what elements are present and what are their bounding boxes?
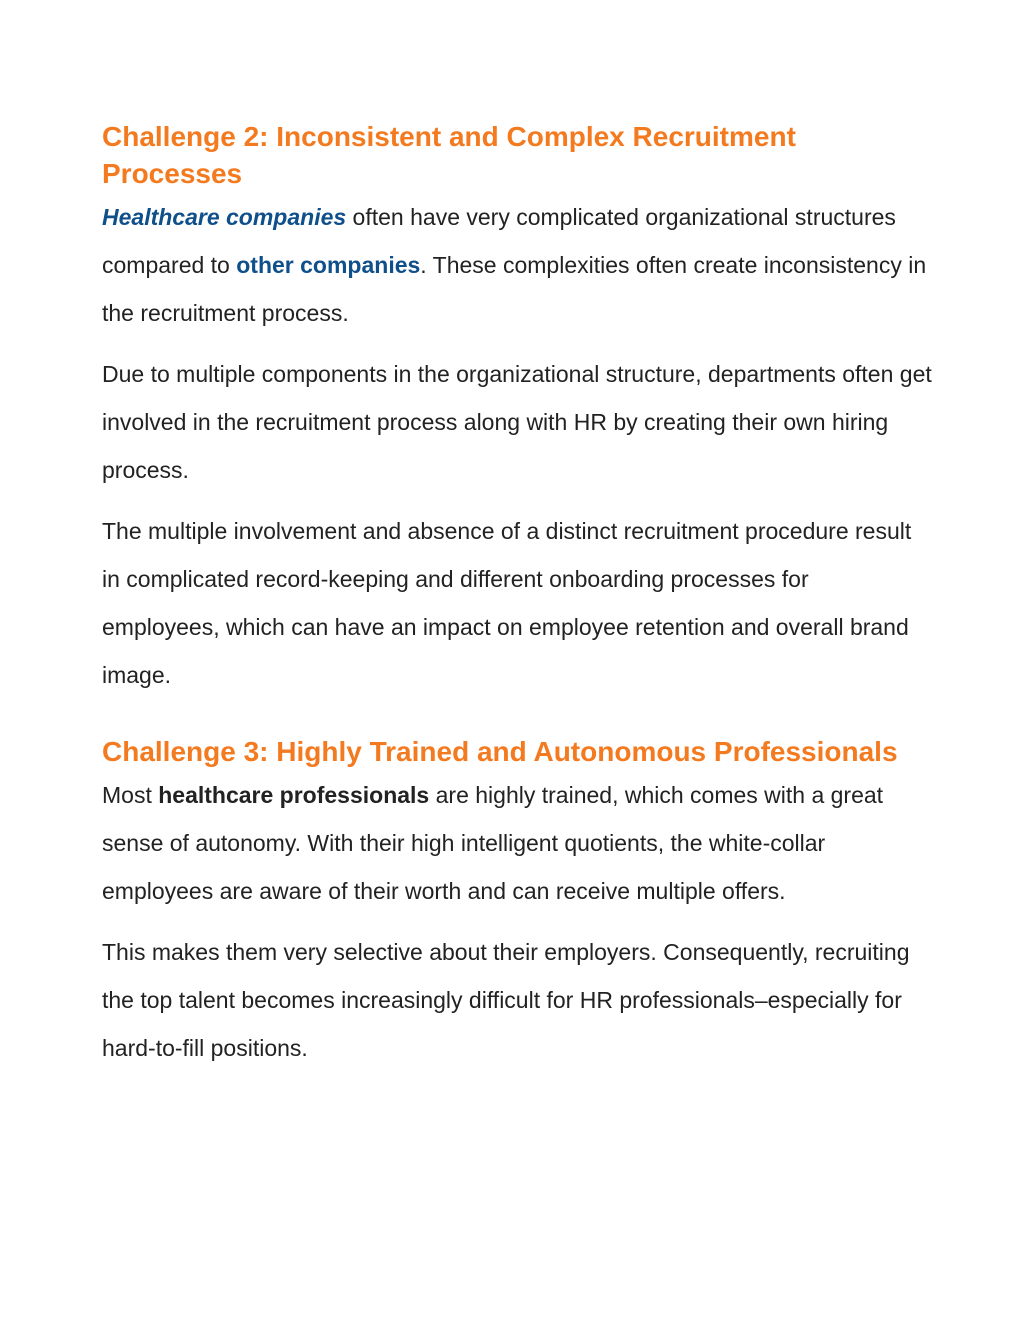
other-companies-link[interactable]: other companies xyxy=(236,252,421,278)
healthcare-professionals-bold: healthcare professionals xyxy=(158,782,430,808)
challenge-2-paragraph-2: Due to multiple components in the organizational structure, departments often get involved in the recruitment process along with HR by creating their own hiring process. xyxy=(102,361,932,483)
challenge-2-paragraph-1 xyxy=(102,193,932,337)
challenge-3-heading: Challenge 3: Highly Trained and Autonomous Professionals xyxy=(102,736,898,767)
paragraph-text: often have very complicated organizational structures compared to xyxy=(102,204,896,278)
challenge-2-heading: Challenge 2: Inconsistent and Complex Recruitment Processes xyxy=(102,121,796,189)
healthcare-companies-link[interactable]: Healthcare companies xyxy=(102,204,347,230)
challenge-2-paragraph-3: The multiple involvement and absence of a distinct recruitment procedure result in complicated record-keeping and different onboarding processes for employees, which can have an impact on employee retention and overall brand image. xyxy=(102,518,912,688)
paragraph-text: are highly trained, which comes with a great sense of autonomy. With their high intelligent quotients, the white-collar employees are aware of their worth and can receive multiple offers. xyxy=(102,782,884,904)
challenge-3-paragraph-2: This makes them very selective about their employers. Consequently, recruiting the top talent becomes increasingly difficult for HR professionals–especially for hard-to-fill positions. xyxy=(102,939,910,1061)
paragraph-text: Most xyxy=(102,782,159,808)
document-body xyxy=(102,118,932,1072)
paragraph-text: . These complexities often create inconsistency in the recruitment process. xyxy=(102,252,927,326)
challenge-3-paragraph-1 xyxy=(102,771,932,915)
